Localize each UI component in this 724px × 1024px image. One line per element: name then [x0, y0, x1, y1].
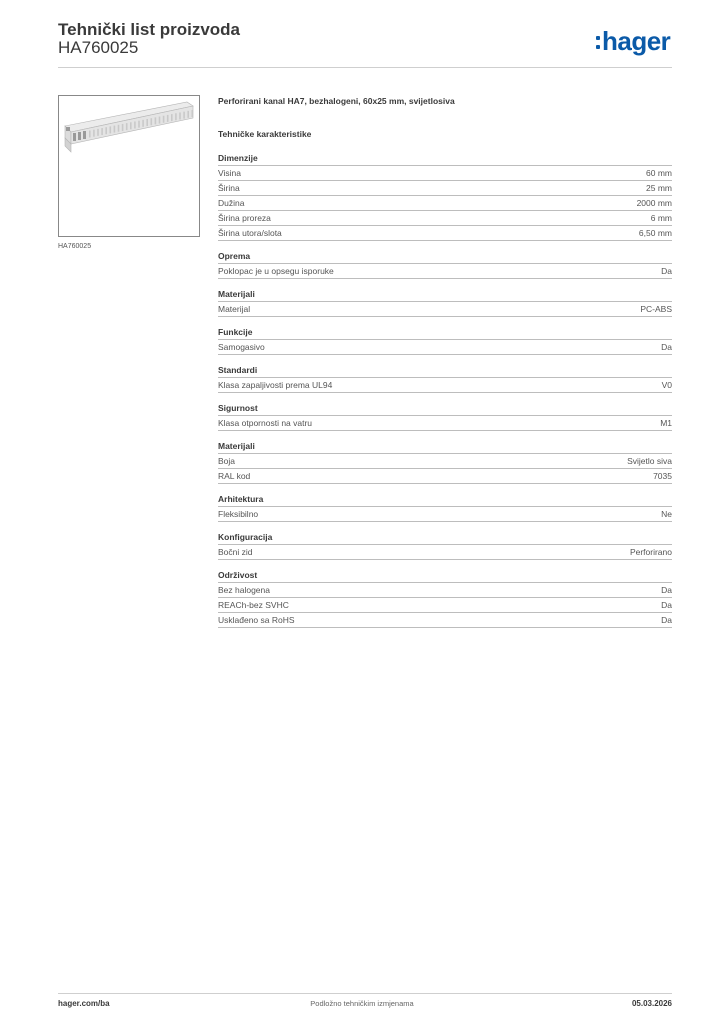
spec-group — [218, 441, 672, 484]
spec-label: Visina — [218, 168, 241, 178]
spec-value: V0 — [661, 380, 672, 390]
spec-label: Samogasivo — [218, 342, 265, 352]
spec-group — [218, 327, 672, 355]
spec-label: Klasa otpornosti na vatru — [218, 418, 313, 428]
spec-group-title: Konfiguracija — [218, 532, 672, 545]
spec-group-title: Održivost — [218, 570, 672, 583]
spec-group — [218, 365, 672, 393]
spec-row — [218, 545, 672, 560]
spec-label: Dužina — [218, 198, 245, 208]
spec-group-title: Sigurnost — [218, 403, 672, 416]
logo-dots-icon — [596, 27, 601, 55]
spec-value: 60 mm — [646, 168, 672, 178]
spec-value: 6,50 mm — [638, 228, 672, 238]
spec-group — [218, 153, 672, 241]
logo-text: hager — [602, 26, 671, 56]
product-image — [58, 95, 200, 237]
spec-label: Poklopac je u opsegu isporuke — [218, 266, 334, 276]
footer-divider — [58, 993, 672, 994]
spec-row — [218, 226, 672, 241]
spec-value: Ne — [661, 509, 672, 519]
spec-value: Da — [661, 342, 672, 352]
spec-value: 2000 mm — [636, 198, 672, 208]
spec-group-title: Funkcije — [218, 327, 672, 340]
spec-value: Da — [661, 266, 672, 276]
spec-group — [218, 494, 672, 522]
spec-row — [218, 302, 672, 317]
spec-row — [218, 340, 672, 355]
spec-label: Bočni zid — [218, 547, 253, 557]
spec-row — [218, 166, 672, 181]
cable-duct-icon — [59, 96, 199, 236]
spec-value: Da — [661, 585, 672, 595]
spec-row — [218, 416, 672, 431]
spec-label: Širina utora/slota — [218, 228, 282, 238]
spec-value: Da — [661, 600, 672, 610]
spec-row — [218, 507, 672, 522]
spec-label: Fleksibilno — [218, 509, 259, 519]
spec-group-title: Dimenzije — [218, 153, 672, 166]
spec-row — [218, 469, 672, 484]
spec-label: RAL kod — [218, 471, 251, 481]
spec-row — [218, 598, 672, 613]
spec-label: Bez halogena — [218, 585, 270, 595]
product-code: HA760025 — [58, 38, 139, 57]
spec-value: Da — [661, 615, 672, 625]
spec-row — [218, 583, 672, 598]
spec-group — [218, 403, 672, 431]
spec-label: Materijal — [218, 304, 251, 314]
spec-group-title: Standardi — [218, 365, 672, 378]
spec-group-title: Oprema — [218, 251, 672, 264]
hager-logo — [596, 27, 670, 55]
spec-group-title: Materijali — [218, 441, 672, 454]
spec-group — [218, 532, 672, 560]
header-divider — [58, 67, 672, 68]
product-description: Perforirani kanal HA7, bezhalogeni, 60x25 mm, svijetlosiva — [218, 96, 455, 106]
image-caption: HA760025 — [58, 243, 92, 250]
footer-note: Podložno tehničkim izmjenama — [310, 999, 414, 1008]
spec-label: Klasa zapaljivosti prema UL94 — [218, 380, 333, 390]
footer-date: 05.03.2026 — [631, 999, 672, 1008]
spec-row — [218, 211, 672, 226]
spec-value: Svijetlo siva — [627, 456, 672, 466]
spec-group-title: Arhitektura — [218, 494, 672, 507]
spec-value: 25 mm — [646, 183, 672, 193]
spec-row — [218, 181, 672, 196]
spec-row — [218, 454, 672, 469]
spec-label: Boja — [218, 456, 236, 466]
specs-content — [218, 96, 672, 628]
spec-row — [218, 196, 672, 211]
spec-group-title: Materijali — [218, 289, 672, 302]
footer-website: hager.com/ba — [58, 999, 110, 1008]
spec-label: Širina proreza — [218, 213, 271, 223]
spec-row — [218, 613, 672, 628]
page-title: Tehnički list proizvoda — [58, 20, 240, 39]
spec-value: 6 mm — [650, 213, 672, 223]
section-title: Tehničke karakteristike — [218, 129, 312, 139]
spec-group — [218, 570, 672, 628]
spec-row — [218, 264, 672, 279]
spec-label: REACh-bez SVHC — [218, 600, 289, 610]
spec-value: Perforirano — [629, 547, 672, 557]
spec-groups — [218, 153, 672, 628]
spec-label: Širina — [218, 183, 240, 193]
spec-value: PC-ABS — [640, 304, 672, 314]
spec-group — [218, 251, 672, 279]
spec-row — [218, 378, 672, 393]
spec-value: M1 — [660, 418, 672, 428]
spec-value: 7035 — [653, 471, 672, 481]
spec-label: Usklađeno sa RoHS — [218, 615, 295, 625]
spec-group — [218, 289, 672, 317]
